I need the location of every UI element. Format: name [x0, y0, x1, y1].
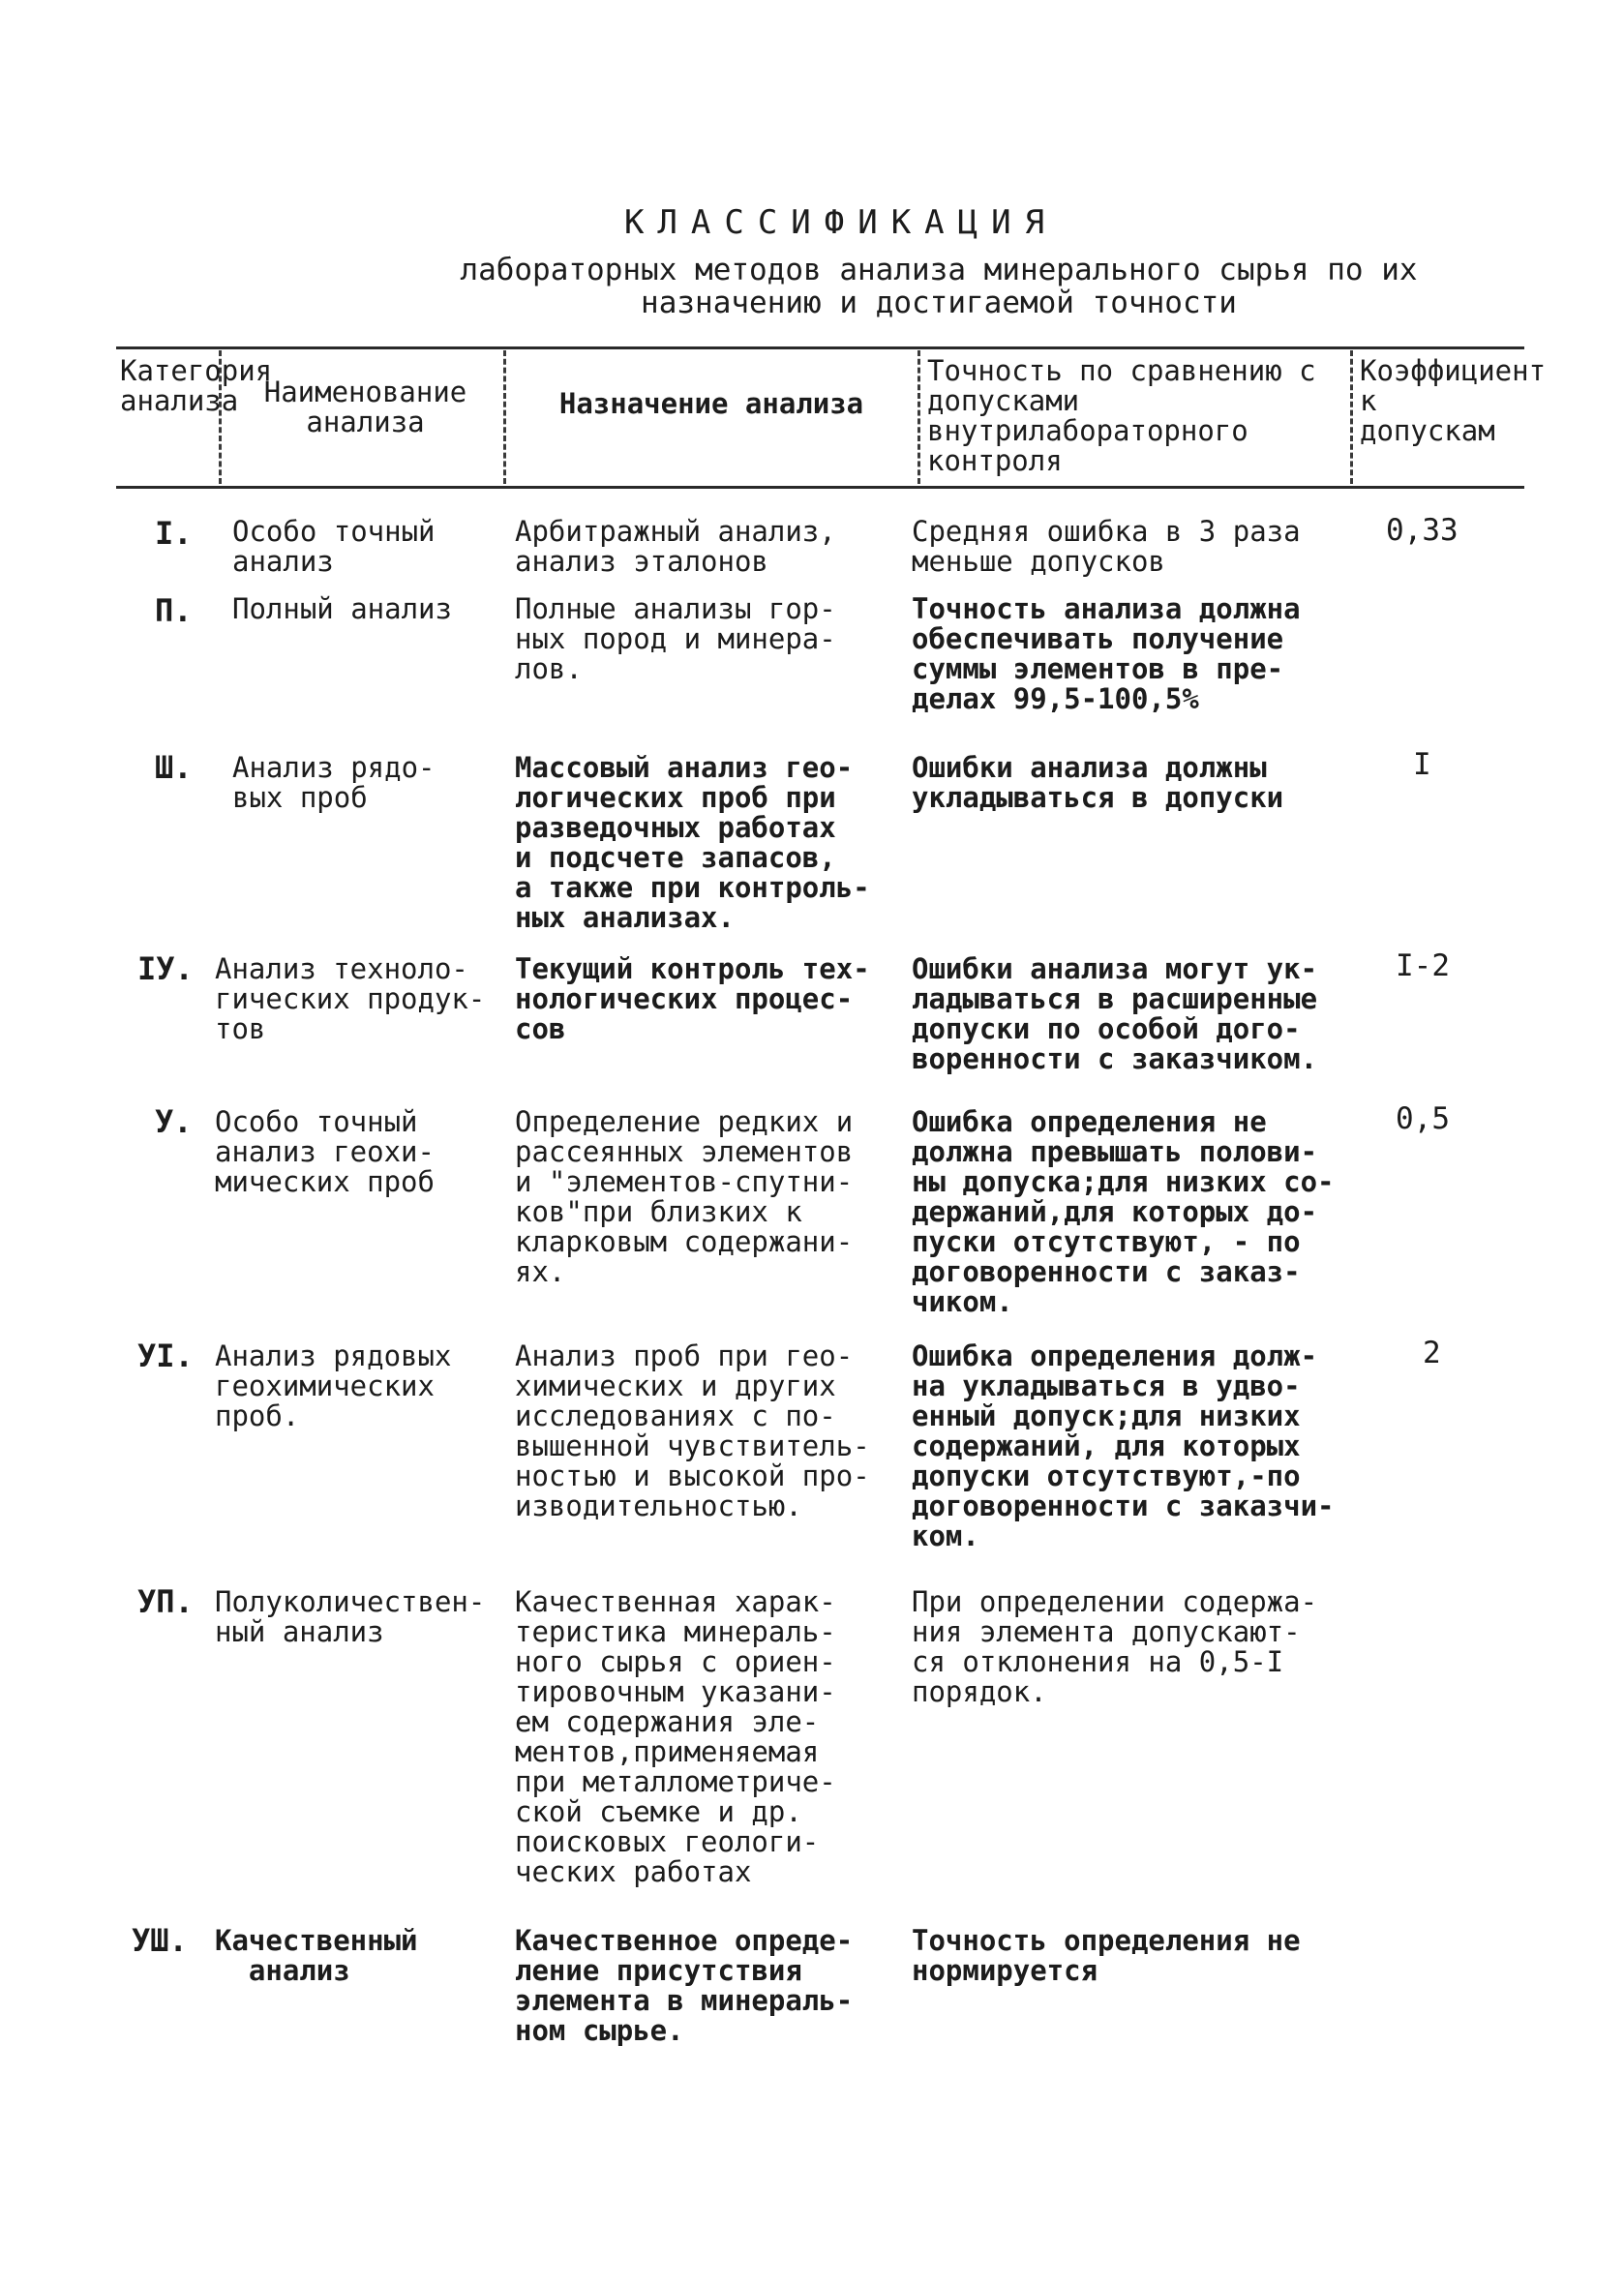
row-accuracy: Ошибки анализа могут ук- ладываться в расширенные допуски по особой дого- воренности с заказчиком. — [912, 952, 1318, 1075]
row-purpose: Текущий контроль тех- нологических процес- сов — [515, 952, 870, 1045]
row-category: УШ. — [132, 1922, 188, 1959]
row-name: Полуколичествен- ный анализ — [215, 1585, 486, 1648]
row-accuracy: Средняя ошибка в 3 раза меньше допусков — [912, 515, 1301, 578]
row-purpose: Качественная харак- теристика минераль- ного сырья с ориен- тировочным указани- ем содержания эле- ментов,применяемая при металлометриче- ской съемке и др. поисковых геологи- ческих работах — [515, 1585, 836, 1888]
document-subtitle: лабораторных методов анализа минерального сырья по их назначению и достигаемой точности — [460, 253, 1418, 320]
row-coefficient: 0,5 — [1396, 1101, 1450, 1136]
row-category: П. — [155, 592, 193, 629]
row-coefficient: 2 — [1423, 1336, 1441, 1370]
row-purpose: Анализ проб при гео- химических и других исследованиях с по- вышенной чувствитель- ностью и высокой про- изводительностью. — [515, 1339, 870, 1522]
header-accuracy: Точность по сравнению с допусками внутрилабораторного контроля — [927, 354, 1316, 477]
column-separator — [1350, 350, 1353, 484]
row-category: I. — [155, 515, 193, 552]
row-category: УП. — [137, 1583, 194, 1620]
row-coefficient: 0,33 — [1386, 513, 1459, 548]
row-name: Особо точный анализ геохи- мических проб — [215, 1105, 435, 1198]
row-purpose: Определение редких и рассеянных элементов и "элементов-спутни- ков"при близких к кларковым содержани- ях. — [515, 1105, 854, 1288]
table-header-rule — [116, 486, 1524, 489]
row-purpose: Массовый анализ гео- логических проб при разведочных работах и подсчете запасов, а также при контроль- ных анализах. — [515, 751, 870, 934]
row-accuracy: Точность анализа должна обеспечивать получение суммы элементов в пре- делах 99,5-100,5% — [912, 592, 1301, 715]
row-category: УI. — [137, 1338, 194, 1374]
column-separator — [503, 350, 506, 484]
row-coefficient: I — [1413, 747, 1431, 782]
row-category: Ш. — [155, 749, 193, 786]
row-name: Особо точный анализ — [232, 515, 436, 578]
row-accuracy: Ошибка определения не должна превышать полови- ны допуска;для низких со- держаний,для которых до- пуски отсутствуют, - по договоренности с заказ- чиком. — [912, 1105, 1335, 1318]
table-top-rule — [116, 346, 1524, 349]
row-accuracy: Ошибки анализа должны укладываться в допуски — [912, 751, 1284, 814]
document-title: КЛАССИФИКАЦИЯ — [623, 203, 1059, 242]
row-category: IУ. — [137, 950, 194, 987]
row-purpose: Арбитражный анализ, анализ эталонов — [515, 515, 836, 578]
row-coefficient: I-2 — [1396, 948, 1450, 983]
row-category: У. — [155, 1103, 193, 1140]
row-name: Полный анализ — [232, 592, 452, 625]
header-name: Наименование анализа — [263, 376, 467, 438]
row-purpose: Полные анализы гор- ных пород и минера- лов. — [515, 592, 836, 685]
header-category: Категория анализа — [120, 354, 273, 417]
row-name: Анализ рядовых геохимических проб. — [215, 1339, 452, 1432]
row-name: Анализ рядо- вых проб — [232, 751, 436, 814]
row-accuracy: Ошибка определения долж- на укладываться в удво- енный допуск;для низких содержаний, для которых допуски отсутствуют,-по договоренности с заказчи- ком. — [912, 1339, 1335, 1552]
column-separator — [917, 350, 920, 484]
row-accuracy: При определении содержа- ния элемента допускают- ся отклонения на 0,5-I порядок. — [912, 1585, 1318, 1708]
row-accuracy: Точность определения не нормируется — [912, 1924, 1301, 1987]
header-purpose: Назначение анализа — [558, 387, 864, 420]
row-purpose: Качественное опреде- ление присутствия элемента в минераль- ном сырье. — [515, 1924, 854, 2047]
row-name: Качественный анализ — [215, 1924, 418, 1987]
row-name: Анализ техноло- гических продук- тов — [215, 952, 486, 1045]
header-coefficient: Коэффициент к допускам — [1360, 354, 1547, 447]
